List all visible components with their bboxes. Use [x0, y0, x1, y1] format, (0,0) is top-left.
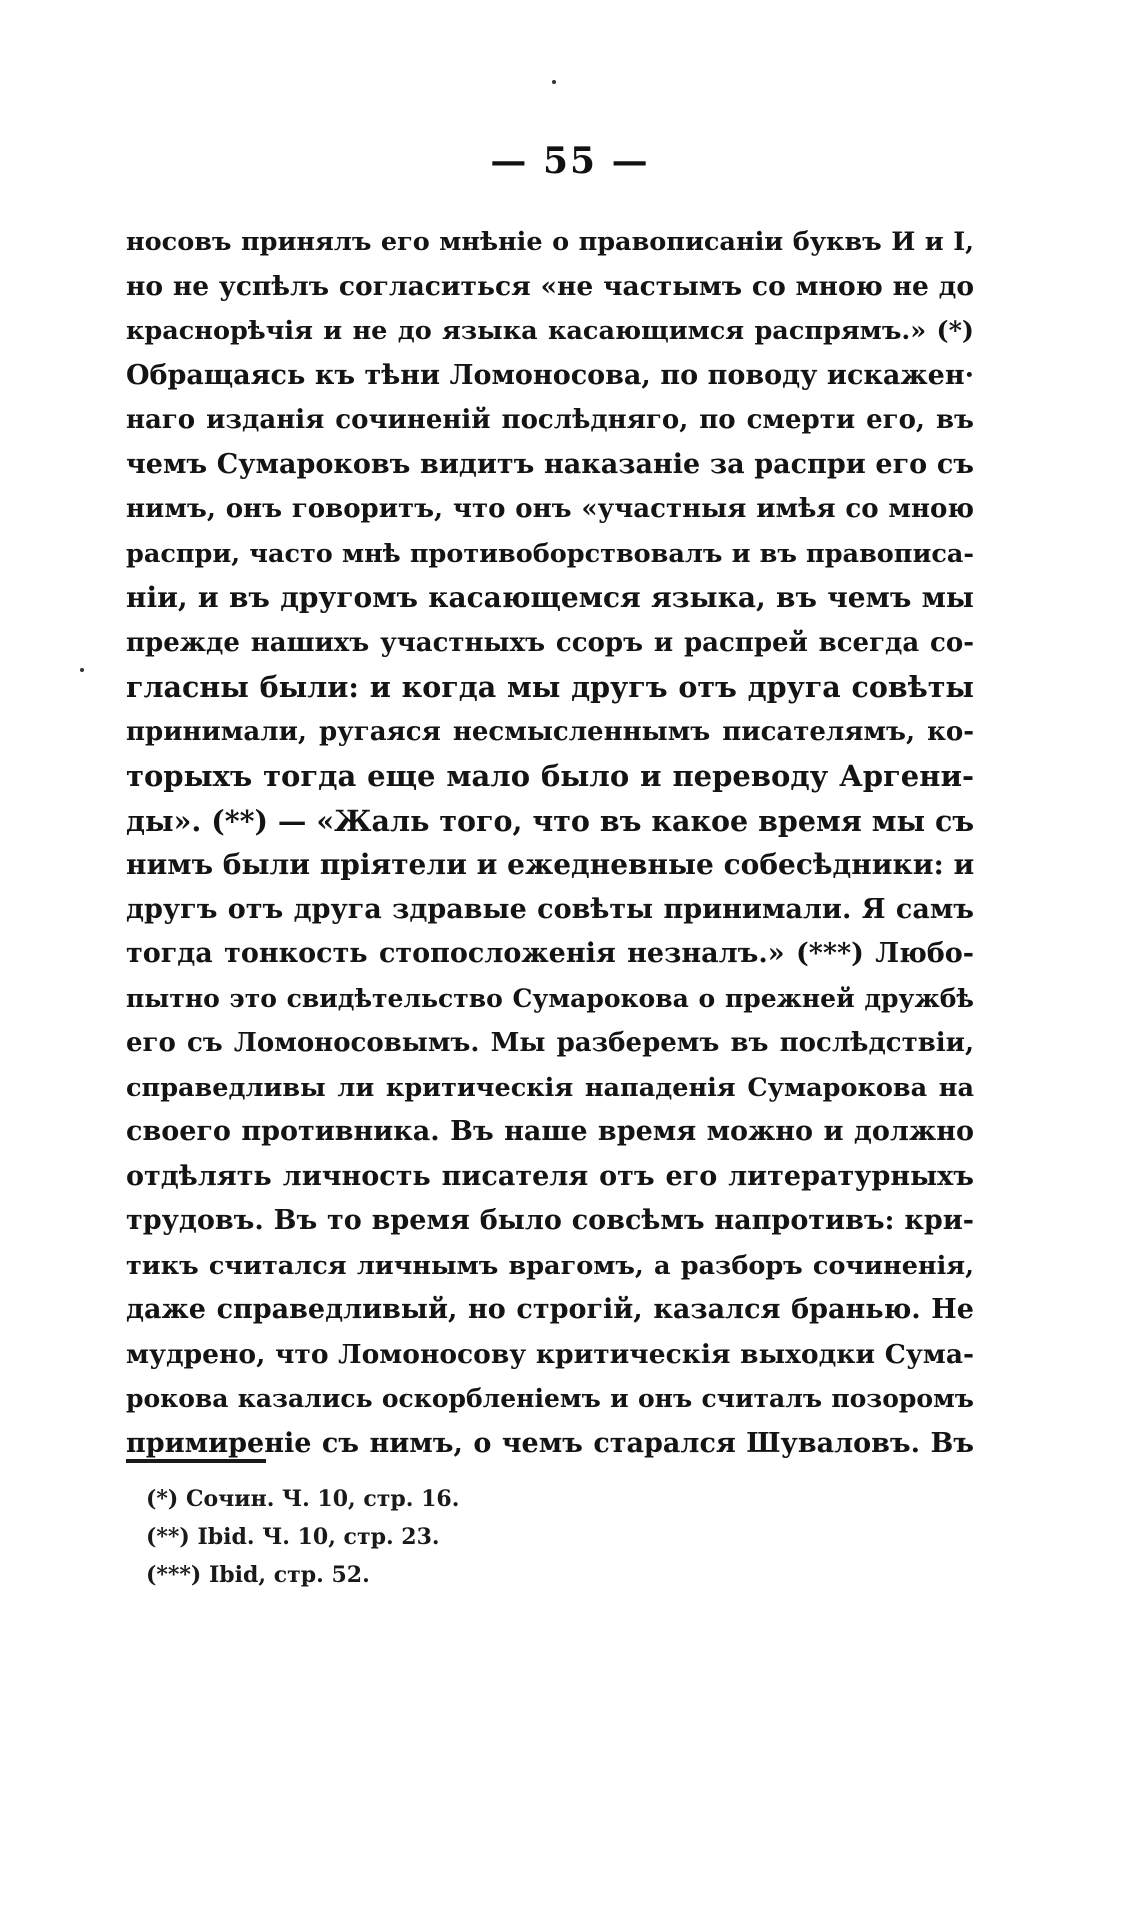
text-line: ніи, и въ другомъ касающемся языка, въ чемъ мы [126, 581, 974, 614]
text-line: тогда тонкость стопосложенія незналъ.» (***) Любо- [126, 938, 974, 969]
text-line: нимъ, онъ говоритъ, что онъ «участныя имѣя со мною [126, 494, 974, 524]
text-line: торыхъ тогда еще мало было и переводу Аргени- [126, 759, 974, 793]
text-line: примиреніе съ нимъ, о чемъ старался Шуваловъ. Въ [126, 1427, 974, 1459]
text-line: распри, часто мнѣ противоборствовалъ и въ правописа- [126, 538, 974, 569]
text-line: носовъ принялъ его мнѣніе о правописаніи буквъ И и I, [126, 227, 974, 257]
text-line: мудрено, что Ломоносову критическія выходки Сума- [126, 1338, 974, 1370]
text-line: ды». (**) — «Жаль того, что въ какое время мы съ [126, 803, 974, 838]
footnote: (*) Сочин. Ч. 10, стр. 16. [146, 1486, 460, 1512]
main-text [126, 220, 974, 1466]
text-line: принимали, ругаяся несмысленнымъ писателямъ, ко- [126, 716, 974, 747]
footnotes [146, 1480, 746, 1594]
page-number: — 55 — [490, 140, 650, 182]
ink-speck [552, 80, 556, 84]
text-line: трудовъ. Въ то время было совсѣмъ напротивъ: кри- [126, 1205, 974, 1236]
footnote: (**) Ibid. Ч. 10, стр. 23. [146, 1524, 440, 1550]
text-line: нимъ были пріятели и ежедневные собесѣдники: и [126, 848, 974, 881]
footnote: (***) Ibid, стр. 52. [146, 1562, 370, 1588]
text-line: прежде нашихъ участныхъ ссоръ и распрей всегда со- [126, 627, 974, 658]
text-line: своего противника. Въ наше время можно и должно [126, 1116, 974, 1147]
text-line: чемъ Сумароковъ видитъ наказаніе за распри его съ [126, 448, 974, 480]
text-line: наго изданія сочиненій послѣдняго, по смерти его, въ [126, 405, 974, 435]
text-line: другъ отъ друга здравые совѣты принимали. Я самъ [126, 893, 974, 925]
ink-speck [80, 668, 84, 672]
text-line: рокова казались оскорбленіемъ и онъ считалъ позоромъ [126, 1384, 974, 1413]
text-line: но не успѣлъ согласиться «не частымъ со мною не до [126, 270, 974, 302]
text-line: его съ Ломоносовымъ. Мы разберемъ въ послѣдствіи, [126, 1028, 974, 1058]
text-line: краснорѣчія и не до языка касающимся распрямъ.» (*) [126, 316, 974, 346]
text-line: справедливы ли критическія нападенія Сумарокова на [126, 1072, 974, 1103]
text-line: даже справедливый, но строгій, казался бранью. Не [126, 1294, 974, 1325]
text-line: тикъ считался личнымъ врагомъ, а разборъ сочиненія, [126, 1250, 974, 1281]
text-line: гласны были: и когда мы другъ отъ друга совѣты [126, 670, 974, 704]
text-line: пытно это свидѣтельство Сумарокова о прежней дружбѣ [126, 983, 974, 1013]
text-line: отдѣлять личность писателя отъ его литературныхъ [126, 1160, 974, 1192]
footnote-divider [126, 1459, 266, 1463]
text-line: Обращаясь къ тѣни Ломоносова, по поводу искажен· [126, 359, 974, 391]
